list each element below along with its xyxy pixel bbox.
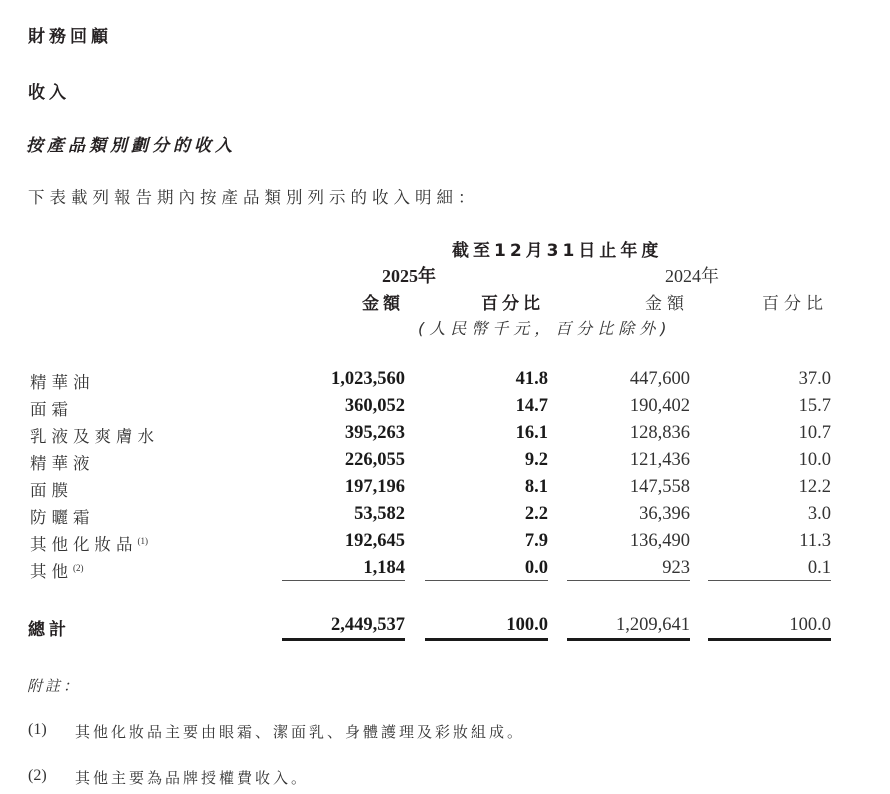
total-percent-2025: 100.0 (506, 615, 548, 635)
table-row (0, 504, 890, 527)
category-label: 面霜 (30, 400, 73, 419)
percent-2025: 14.7 (515, 396, 548, 416)
percent-2025: 7.9 (524, 531, 548, 551)
total-rule (567, 638, 690, 641)
percent-2025: 41.8 (515, 369, 548, 389)
table-row (0, 558, 890, 581)
category-label: 精華液 (30, 454, 95, 473)
amount-2024: 128,836 (629, 423, 690, 443)
section-title: 財務回顧 (28, 27, 112, 47)
percent-2024: 10.0 (798, 450, 831, 470)
amount-2025: 360,052 (344, 396, 405, 416)
amount-2024: 147,558 (629, 477, 690, 497)
unit-note: (人民幣千元，百分比除外) (418, 319, 672, 338)
total-percent-2024: 100.0 (789, 615, 831, 635)
category-label (30, 531, 148, 555)
amount-2025: 1,023,560 (331, 369, 405, 389)
footnote-text: 其他化妝品主要由眼霜、潔面乳、身體護理及彩妝組成。 (75, 723, 526, 741)
amount-2024: 136,490 (629, 531, 690, 551)
table-row (0, 369, 890, 392)
table-row (0, 531, 890, 554)
total-rule (425, 638, 548, 641)
column-header-amount-2024: 金額 (645, 294, 689, 314)
percent-2025: 2.2 (524, 504, 548, 524)
footnote-ref: (1) (137, 536, 148, 546)
category-label (30, 558, 84, 582)
category-label: 防曬霜 (30, 508, 95, 527)
table-row (0, 396, 890, 419)
category-label: 乳液及爽膚水 (30, 427, 159, 446)
footnote-ref: (2) (73, 563, 84, 573)
percent-2024: 15.7 (798, 396, 831, 416)
table-row (0, 477, 890, 500)
total-row (0, 615, 890, 638)
notes-title: 附註： (27, 677, 82, 695)
total-rule (282, 638, 405, 641)
total-rule (708, 638, 831, 641)
subtotal-rule (567, 580, 690, 581)
amount-2025: 1,184 (363, 558, 405, 578)
year-header-2024: 2024年 (665, 266, 719, 286)
subtotal-rule (708, 580, 831, 581)
footnote-marker: (1) (28, 721, 47, 738)
amount-2024: 121,436 (629, 450, 690, 470)
total-amount-2025: 2,449,537 (331, 615, 405, 635)
percent-2024: 3.0 (807, 504, 831, 524)
column-header-percent-2025: 百分比 (481, 294, 544, 314)
subtotal-rule (425, 580, 548, 581)
column-header-percent-2024: 百分比 (762, 294, 828, 314)
amount-2025: 226,055 (344, 450, 405, 470)
section-subtitle: 收入 (28, 83, 70, 103)
subtotal-rule (282, 580, 405, 581)
percent-2025: 0.0 (524, 558, 548, 578)
percent-2024: 0.1 (807, 558, 831, 578)
category-text: 其他化妝品 (30, 535, 138, 554)
table-subheading: 按產品類別劃分的收入 (26, 136, 236, 156)
table-row (0, 450, 890, 473)
total-amount-2024: 1,209,641 (616, 615, 690, 635)
amount-2025: 53,582 (354, 504, 405, 524)
amount-2024: 190,402 (629, 396, 690, 416)
amount-2025: 197,196 (344, 477, 405, 497)
percent-2024: 12.2 (798, 477, 831, 497)
percent-2024: 10.7 (798, 423, 831, 443)
category-label: 面膜 (30, 481, 73, 500)
percent-2025: 9.2 (524, 450, 548, 470)
percent-2024: 11.3 (799, 531, 831, 551)
percent-2024: 37.0 (798, 369, 831, 389)
footnote-marker: (2) (28, 767, 47, 784)
amount-2025: 395,263 (344, 423, 405, 443)
table-row (0, 423, 890, 446)
amount-2025: 192,645 (344, 531, 405, 551)
footnote-text: 其他主要為品牌授權費收入。 (75, 769, 310, 787)
category-text: 其他 (30, 562, 73, 581)
amount-2024: 923 (662, 558, 690, 578)
percent-2025: 16.1 (515, 423, 548, 443)
period-header: 截至12月31日止年度 (452, 241, 663, 261)
intro-text: 下表載列報告期內按產品類別列示的收入明細： (28, 188, 480, 207)
category-label: 精華油 (30, 373, 95, 392)
amount-2024: 447,600 (629, 369, 690, 389)
year-header-2025: 2025年 (382, 266, 436, 286)
amount-2024: 36,396 (639, 504, 690, 524)
percent-2025: 8.1 (524, 477, 548, 497)
total-label: 總計 (28, 620, 70, 640)
column-header-amount-2025: 金額 (362, 294, 404, 314)
